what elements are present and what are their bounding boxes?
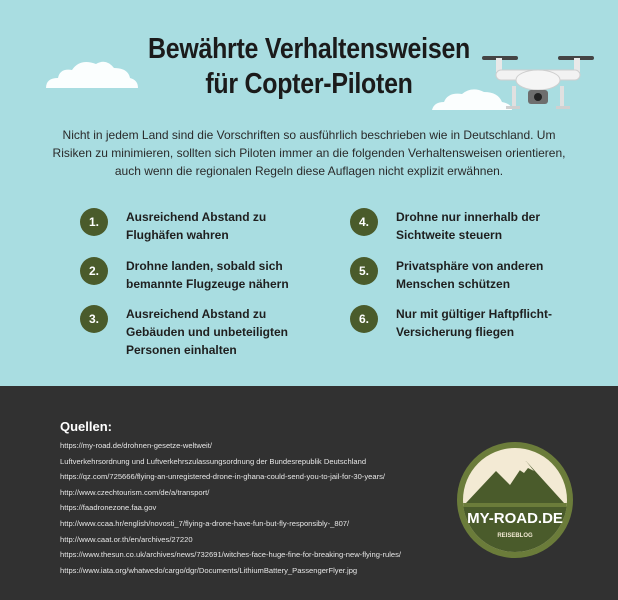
rule-line: Ausreichend Abstand zu: [126, 210, 267, 224]
rule-item: [80, 257, 289, 293]
source-link[interactable]: https://www.thesun.co.uk/archives/news/732691/witches-face-huge-fine-for-breaking-new-flying-rules/: [60, 550, 402, 560]
sources-list: [60, 438, 401, 578]
rule-number-badge: 3.: [80, 305, 108, 333]
source-link[interactable]: http://www.ccaa.hr/english/novosti_7/flying-a-drone-have-fun-but-fly-responsibly-_807/: [60, 518, 350, 528]
rule-line: Nur mit gültiger Haftpflicht-: [396, 307, 552, 321]
rule-line: Versicherung fliegen: [396, 325, 515, 339]
rule-line: Gebäuden und unbeteiligten: [126, 325, 288, 339]
rule-number-badge: 5.: [350, 257, 378, 285]
intro-text: [50, 126, 568, 180]
rule-item: [350, 208, 540, 244]
rule-text: [126, 305, 288, 359]
rule-number-badge: 4.: [350, 208, 378, 236]
page-title: [43, 32, 574, 102]
rule-number-badge: 2.: [80, 257, 108, 285]
my-road-logo[interactable]: [456, 441, 574, 559]
rule-item: [80, 305, 288, 359]
rule-text: [126, 257, 289, 293]
rule-text: [396, 257, 543, 293]
rule-text: [126, 208, 266, 244]
rule-line: Drohne nur innerhalb der: [396, 210, 541, 224]
logo-tagline: REISEBLOG: [497, 533, 533, 539]
rule-line: Menschen schützen: [396, 277, 511, 291]
intro-line: Risiken zu minimieren, sollten sich Piloten immer an die folgenden Verhaltensweisen orientieren,: [52, 146, 566, 160]
logo-name: MY-ROAD.DE: [467, 510, 563, 527]
rule-line: Drohne landen, sobald sich: [126, 259, 283, 273]
title-line: für Copter-Piloten: [205, 68, 413, 100]
rule-line: Flughäfen wahren: [126, 228, 229, 242]
title-line: Bewährte Verhaltensweisen: [147, 33, 471, 65]
rule-item: [350, 257, 543, 293]
source-link[interactable]: https://faadronezone.faa.gov: [60, 503, 157, 513]
rule-text: [396, 305, 552, 341]
rule-item: [350, 305, 552, 341]
sources-title: Quellen:: [60, 419, 113, 434]
rule-line: Privatsphäre von anderen: [396, 259, 544, 273]
source-link[interactable]: https://www.iata.org/whatwedo/cargo/dgr/Documents/LithiumBattery_PassengerFlyer.jpg: [60, 565, 358, 575]
rule-line: Sichtweite steuern: [396, 228, 503, 242]
intro-line: auch wenn die regionalen Regeln diese Auflagen nicht explizit erwähnen.: [114, 164, 504, 178]
intro-line: Nicht in jedem Land sind die Vorschriften so ausführlich beschrieben wie in Deutschland. Um: [62, 128, 556, 142]
rule-item: [80, 208, 266, 244]
source-link[interactable]: http://www.caat.or.th/en/archives/27220: [60, 534, 193, 544]
rule-text: [396, 208, 540, 244]
rule-number-badge: 1.: [80, 208, 108, 236]
source-link[interactable]: http://www.czechtourism.com/de/a/transport/: [60, 487, 210, 497]
rule-number-badge: 6.: [350, 305, 378, 333]
source-link[interactable]: https://qz.com/725666/flying-an-unregistered-drone-in-ghana-could-send-you-to-jail-for-30-years/: [60, 472, 386, 482]
rule-line: Ausreichend Abstand zu: [126, 307, 267, 321]
source-text: Luftverkehrsordnung und Luftverkehrszulassungsordnung der Bundesrepublik Deutschland: [60, 456, 367, 466]
rule-line: Personen einhalten: [126, 343, 237, 357]
rule-line: bemannte Flugzeuge nähern: [126, 277, 289, 291]
source-link[interactable]: https://my-road.de/drohnen-gesetze-weltweit/: [60, 441, 212, 450]
